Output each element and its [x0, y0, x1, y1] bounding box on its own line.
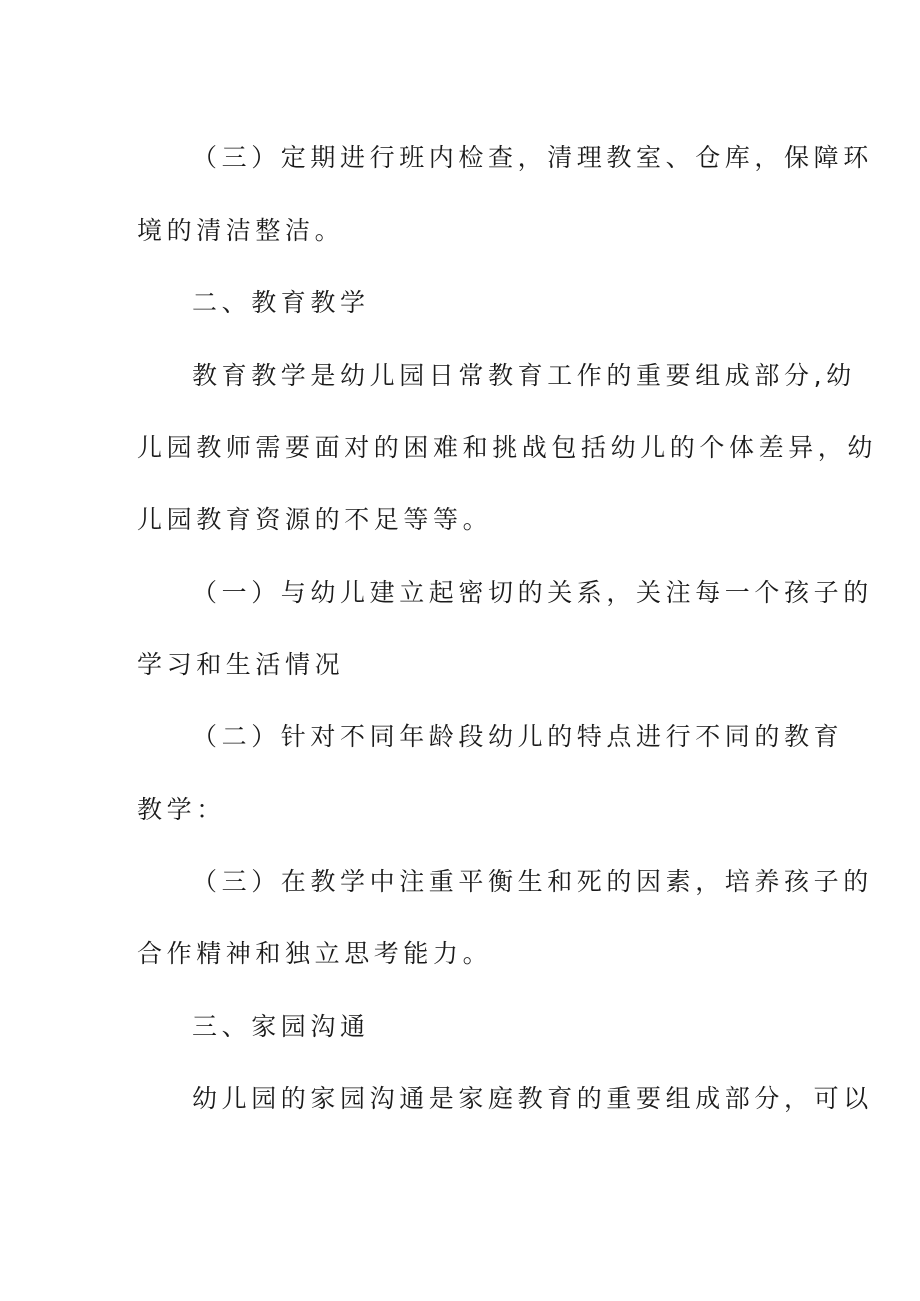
paragraph-line: 儿园教师需要面对的困难和挑战包括幼儿的个体差异，幼	[137, 433, 878, 462]
paragraph-line: 教学：	[137, 795, 226, 824]
paragraph-line: 教育教学是幼儿园日常教育工作的重要组成部分,幼	[192, 361, 856, 390]
paragraph-line: 境的清洁整洁。	[137, 216, 345, 245]
paragraph-line: （二）针对不同年龄段幼儿的特点进行不同的教育	[192, 722, 844, 751]
paragraph-line: 儿园教育资源的不足等等。	[137, 505, 493, 534]
paragraph-line: 学习和生活情况	[137, 650, 345, 679]
section-heading-home-school: 三、家园沟通	[192, 1012, 370, 1041]
paragraph-line: （三）定期进行班内检查，清理教室、仓库，保障环	[192, 143, 873, 172]
paragraph-line: （一）与幼儿建立起密切的关系，关注每一个孩子的	[192, 578, 873, 607]
paragraph-line: （三）在教学中注重平衡生和死的因素，培养孩子的	[192, 867, 873, 896]
paragraph-line: 合作精神和独立思考能力。	[137, 939, 493, 968]
paragraph-line: 幼儿园的家园沟通是家庭教育的重要组成部分，可以	[192, 1084, 873, 1113]
section-heading-education: 二、教育教学	[192, 288, 370, 317]
